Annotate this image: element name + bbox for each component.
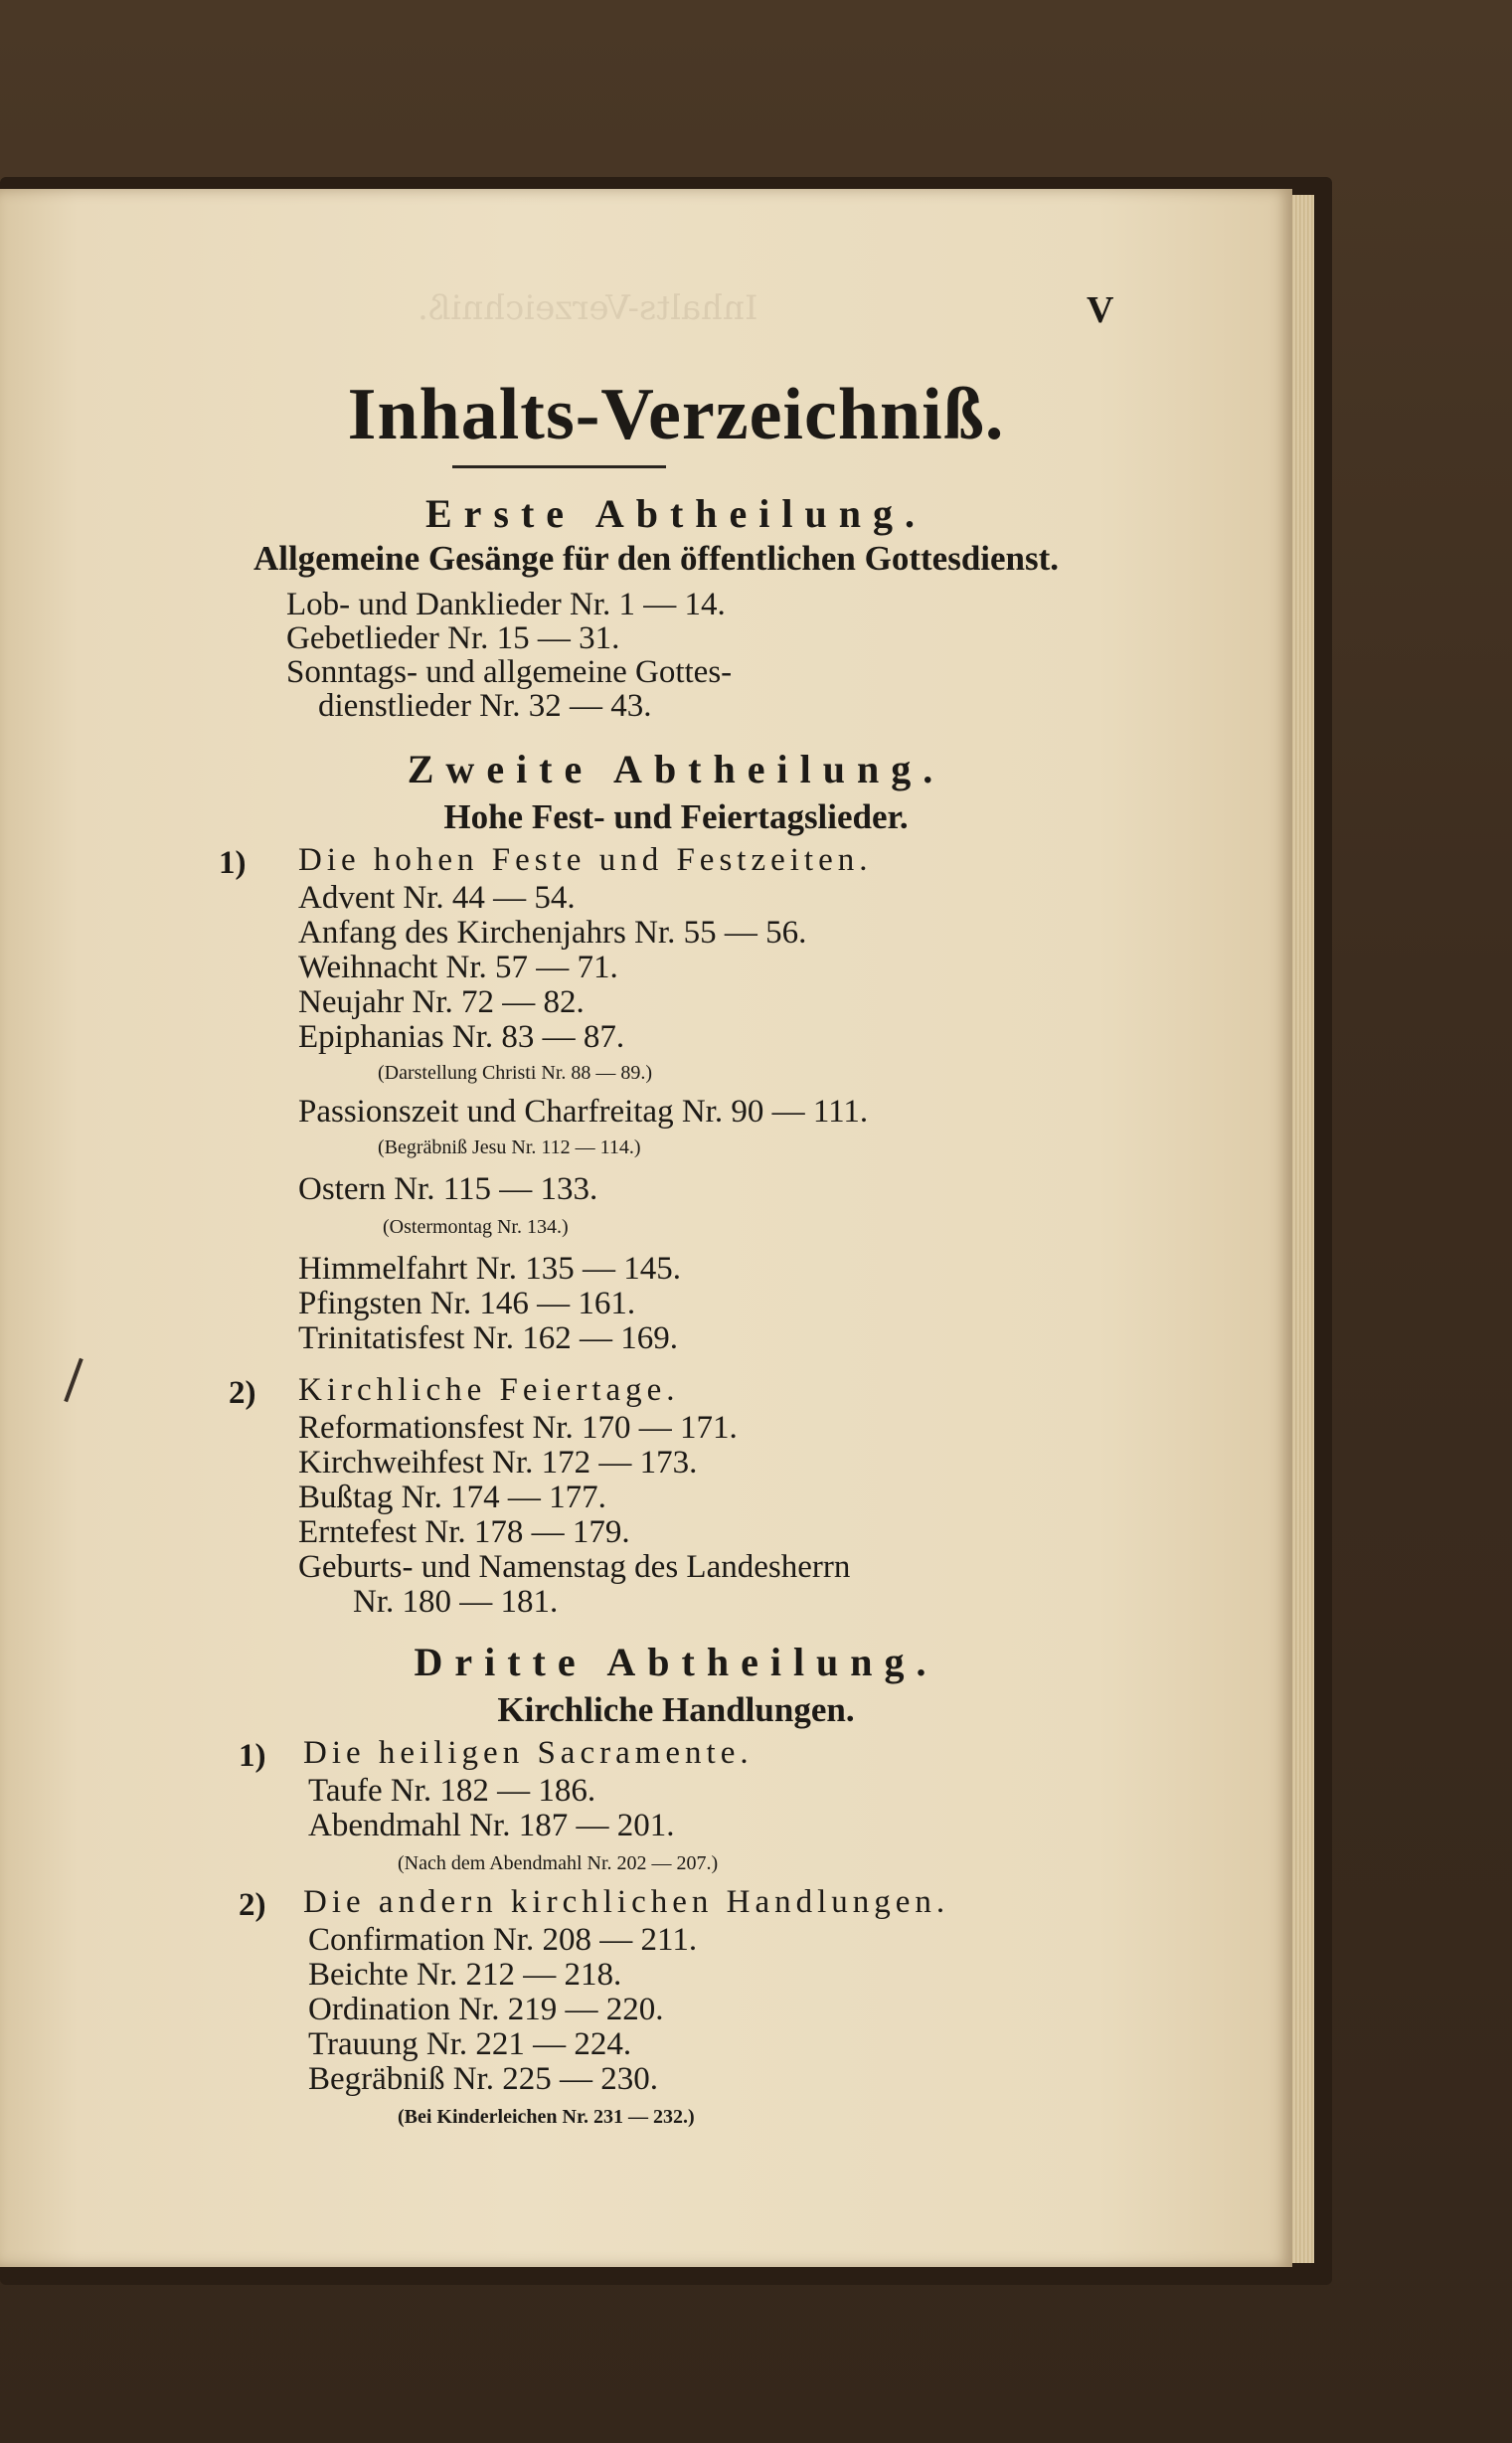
toc-entry: Nr. 180 — 181. (353, 1584, 559, 1620)
toc-entry: Kirchweihfest Nr. 172 — 173. (298, 1445, 698, 1481)
section-heading-3: Dritte Abtheilung. (414, 1640, 938, 1684)
toc-entry: Passionszeit und Charfreitag Nr. 90 — 111. (298, 1094, 869, 1130)
group-title: Die hohen Feste und Festzeiten. (298, 842, 873, 878)
toc-entry: Begräbniß Nr. 225 — 230. (308, 2061, 658, 2097)
group-title: Kirchliche Feiertage. (298, 1372, 680, 1408)
toc-entry: Trauung Nr. 221 — 224. (308, 2026, 632, 2062)
toc-entry: Ostern Nr. 115 — 133. (298, 1171, 598, 1207)
page-stack-edge (1292, 195, 1314, 2263)
title-rule (452, 465, 666, 468)
toc-entry: Sonntags- und allgemeine Gottes- (286, 654, 733, 690)
section-subheading-1: Allgemeine Gesänge für den öffentlichen Gottesdienst. (252, 539, 1060, 578)
section-heading-2: Zweite Abtheilung. (407, 747, 945, 791)
section-subheading-2: Hohe Fest- und Feiertagslieder. (443, 797, 909, 836)
toc-entry: Lob- und Danklieder Nr. 1 — 14. (286, 587, 726, 622)
toc-note: (Darstellung Christi Nr. 88 — 89.) (378, 1062, 653, 1084)
toc-entry: Pfingsten Nr. 146 — 161. (298, 1286, 636, 1321)
section-heading-1: Erste Abtheilung. (424, 491, 927, 536)
group-title: Die heiligen Sacramente. (303, 1735, 754, 1771)
toc-entry: Epiphanias Nr. 83 — 87. (298, 1019, 625, 1055)
toc-note: (Bei Kinderleichen Nr. 231 — 232.) (398, 2106, 695, 2128)
toc-entry: Gebetlieder Nr. 15 — 31. (286, 620, 620, 656)
toc-entry: Ordination Nr. 219 — 220. (308, 1992, 664, 2027)
group-number: 1) (239, 1738, 266, 1774)
page-title: Inhalts-Verzeichniß. (347, 374, 1005, 455)
toc-entry: Weihnacht Nr. 57 — 71. (298, 950, 618, 985)
toc-entry: Trinitatisfest Nr. 162 — 169. (298, 1320, 678, 1356)
toc-entry: dienstlieder Nr. 32 — 43. (318, 688, 652, 724)
toc-entry: Confirmation Nr. 208 — 211. (308, 1922, 698, 1958)
pencil-mark (64, 1358, 83, 1403)
toc-note: (Begräbniß Jesu Nr. 112 — 114.) (378, 1136, 641, 1158)
group-title: Die andern kirchlichen Handlungen. (303, 1884, 950, 1920)
book-page (0, 189, 1292, 2267)
bleed-through-text: Inhalts-Verzeichniß. (418, 288, 758, 328)
group-number: 2) (229, 1375, 256, 1411)
page-number: V (1087, 289, 1114, 331)
group-number: 1) (219, 845, 247, 881)
toc-entry: Reformationsfest Nr. 170 — 171. (298, 1410, 738, 1446)
toc-entry: Bußtag Nr. 174 — 177. (298, 1480, 606, 1515)
toc-entry: Taufe Nr. 182 — 186. (308, 1773, 596, 1809)
toc-entry: Himmelfahrt Nr. 135 — 145. (298, 1251, 681, 1287)
toc-entry: Beichte Nr. 212 — 218. (308, 1957, 622, 1993)
toc-note: (Ostermontag Nr. 134.) (383, 1216, 569, 1238)
toc-entry: Anfang des Kirchenjahrs Nr. 55 — 56. (298, 915, 807, 951)
toc-entry: Erntefest Nr. 178 — 179. (298, 1514, 630, 1550)
group-number: 2) (239, 1887, 266, 1923)
toc-note: (Nach dem Abendmahl Nr. 202 — 207.) (398, 1852, 719, 1874)
section-subheading-3: Kirchliche Handlungen. (497, 1690, 855, 1729)
toc-entry: Abendmahl Nr. 187 — 201. (308, 1808, 675, 1843)
toc-entry: Geburts- und Namenstag des Landesherrn (298, 1549, 851, 1585)
toc-entry: Neujahr Nr. 72 — 82. (298, 984, 585, 1020)
toc-entry: Advent Nr. 44 — 54. (298, 880, 576, 916)
